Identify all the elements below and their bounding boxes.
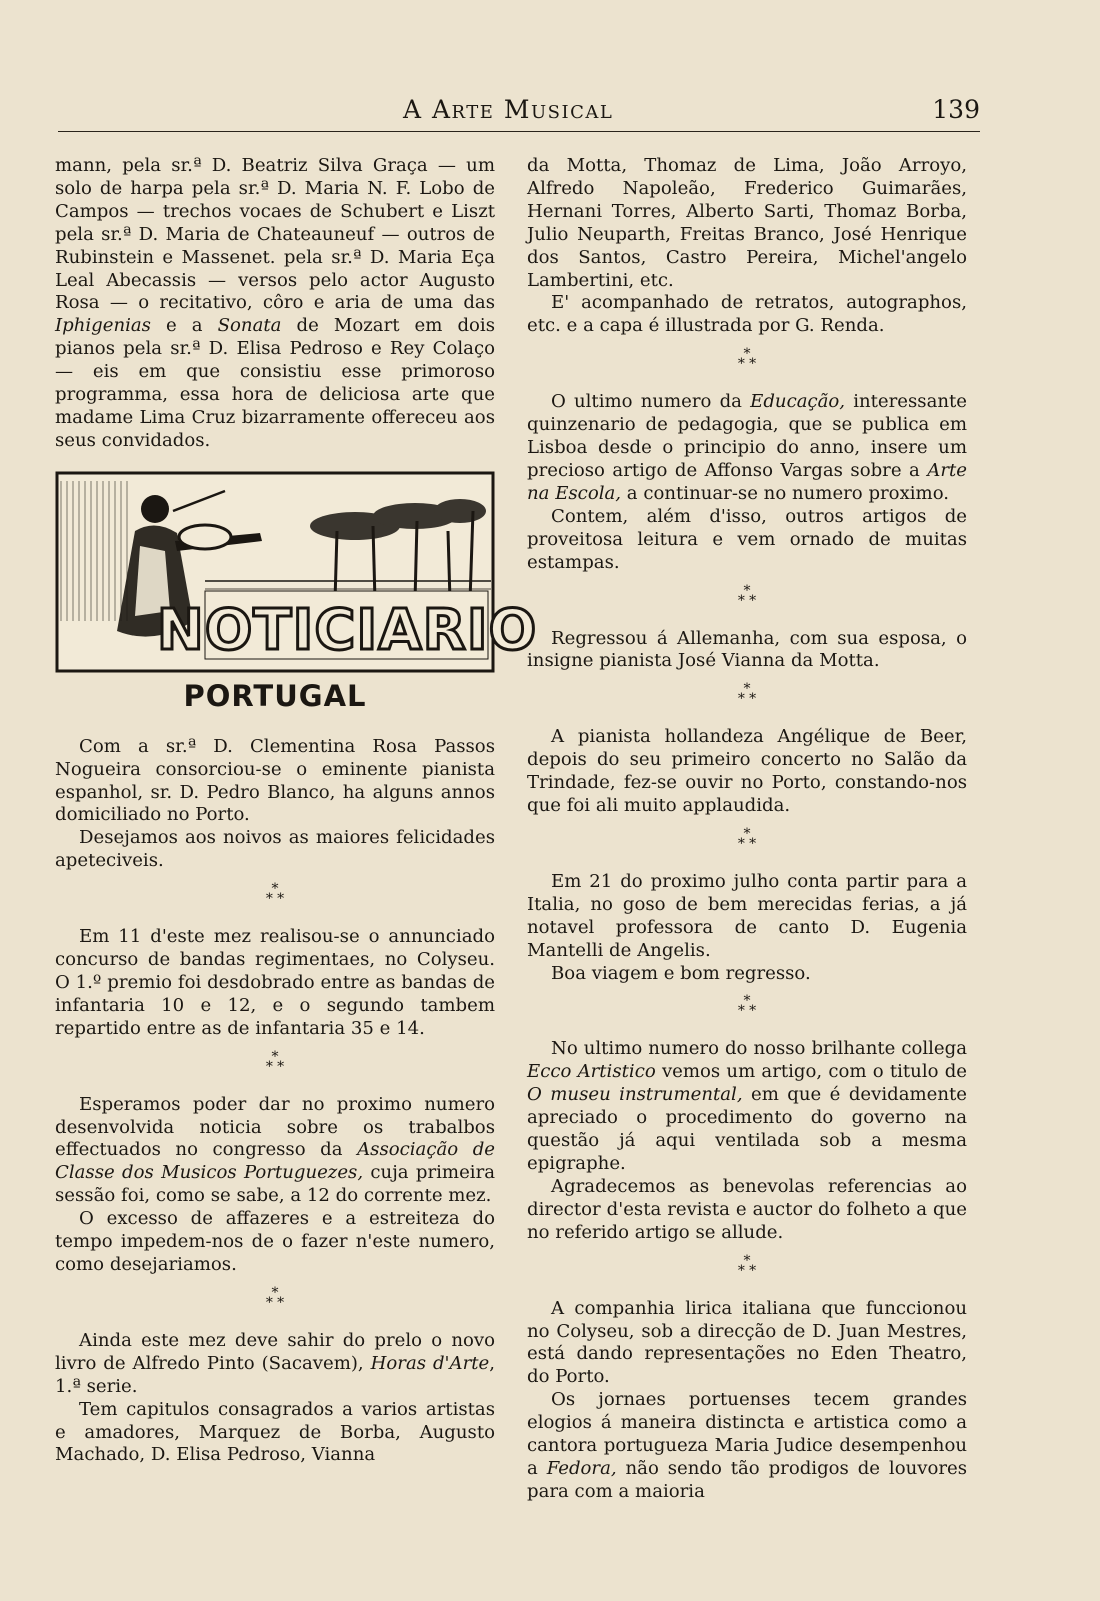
running-head — [58, 95, 980, 132]
paragraph: Tem capitulos consagrados a varios artistas e amadores, Marquez de Borba, Augusto Machado, D. Elisa Pedroso, Vianna — [55, 1398, 495, 1466]
paragraph: Ainda este mez deve sahir do prelo o novo livro de Alfredo Pinto (Sacavem), Horas d'Arte, 1.ª serie. — [55, 1329, 495, 1397]
asterism-separator: * * * — [737, 1252, 757, 1279]
paragraph: Em 21 do proximo julho conta partir para a Italia, no goso de bem merecidas ferias, a já notavel professora de canto D. Eugenia Mantelli de Angelis. — [527, 870, 967, 961]
paragraph: E' acompanhado de retratos, autographos, etc. e a capa é illustrada por G. Renda. — [527, 292, 967, 337]
paragraph: O ultimo numero da Educação, interessante quinzenario de pedagogia, que se publica em Lisboa desde o principio do anno, insere um precioso artigo de Affonso Vargas sobre a Arte na Escola, a continuar-se no numero proximo. — [527, 391, 967, 504]
paragraph: mann, pela sr.ª D. Beatriz Silva Graça — um solo de harpa pela sr.ª D. Maria N. F. Lobo de Campos — trechos vocaes de Schubert e Liszt pela sr.ª D. Maria de Chateauneuf — outros de Rubinstein e Massenet. pela sr.ª D. Maria Eça Leal Abecassis — versos pelo actor Augusto Rosa — o recitativo, côro e aria de uma das Iphigenias e a Sonata de Mozart em dois pianos pela sr.ª D. Elisa Pedroso e Rey Colaço — eis em que consistiu esse primoroso programma, essa hora de deliciosa arte que madame Lima Cruz bizarramente offereceu aos seus convidados. — [55, 155, 496, 451]
asterism-separator: * * * — [737, 681, 757, 708]
paragraph: Os jornaes portuenses tecem grandes elogios á maneira distincta e artistica como a cantora portugueza Maria Judice desempenhou a Fedora, não sendo tão prodigos de louvores para com a maioria — [527, 1389, 967, 1502]
asterism-separator: * * * — [737, 346, 757, 373]
right-column — [527, 155, 967, 1504]
paragraph: Agradecemos as benevolas referencias ao director d'esta revista e auctor do folheto a que no referido artigo se allude. — [527, 1175, 967, 1243]
paragraph: da Motta, Thomaz de Lima, João Arroyo, Alfredo Napoleão, Frederico Guimarães, Hernani Torres, Alberto Sarti, Thomaz Borba, Julio Neuparth, Freitas Branco, José Henrique dos Santos, Castro Pereira, Michel'angelo Lambertini, etc. — [527, 155, 967, 291]
asterism-separator: * * * — [265, 881, 285, 908]
paragraph: Regressou á Allemanha, com sua esposa, o insigne pianista José Vianna da Motta. — [527, 627, 967, 672]
section-heading: PORTUGAL — [183, 678, 367, 713]
paragraph: Desejamos aos noivos as maiores felicidades apeteciveis. — [55, 827, 495, 872]
paragraph: Com a sr.ª D. Clementina Rosa Passos Nogueira consorciou-se o eminente pianista espanhol, sr. D. Pedro Blanco, ha alguns annos domiciliado no Porto. — [55, 735, 495, 826]
noticiario-vignette — [55, 471, 538, 673]
asterism-separator: * * * — [265, 1048, 285, 1075]
paragraph: A companhia lirica italiana que funccionou no Colyseu, sob a direcção de D. Juan Mestres, está dando representações no Eden Theatro, do Porto. — [527, 1297, 967, 1388]
paragraph: Boa viagem e bom regresso. — [551, 962, 811, 984]
running-title: A Arte Musical — [403, 95, 614, 124]
paragraph: Contem, além d'isso, outros artigos de proveitosa leitura e vem ornado de muitas estampas. — [527, 505, 967, 573]
paragraph: Em 11 d'este mez realisou-se o annunciado concurso de bandas regimentaes, no Colyseu. O 1.º premio foi desdobrado entre as bandas de infantaria 10 e 12, e o segundo tambem repartido entre as de infantaria 35 e 14. — [55, 926, 495, 1039]
asterism-separator: * * * — [265, 1284, 285, 1311]
page-number: 139 — [932, 95, 980, 124]
left-column — [55, 155, 538, 1467]
paragraph: No ultimo numero do nosso brilhante collega Ecco Artistico vemos um artigo, com o titulo de O museu instrumental, em que é devidamente apreciado o procedimento do governo na questão já aqui ventilada sob a mesma epigraphe. — [527, 1038, 968, 1174]
paragraph: A pianista hollandeza Angélique de Beer, depois do seu primeiro concerto no Salão da Trindade, fez-se ouvir no Porto, constando-nos que foi ali muito applaudida. — [527, 726, 967, 817]
asterism-separator: * * * — [737, 825, 757, 852]
paragraph: Esperamos poder dar no proximo numero desenvolvida noticia sobre os trabalbos effectuados no congresso da Associação de Classe dos Musicos Portuguezes, cuja primeira sessão foi, como se sabe, a 12 do corrente mez. — [55, 1093, 496, 1207]
asterism-separator: * * * — [737, 582, 757, 609]
paragraph: O excesso de affazeres e a estreiteza do tempo impedem-nos de o fazer n'este numero, como desejariamos. — [55, 1208, 495, 1275]
asterism-separator: * * * — [737, 993, 757, 1020]
vignette-title: NOTICIARIO — [156, 597, 538, 663]
